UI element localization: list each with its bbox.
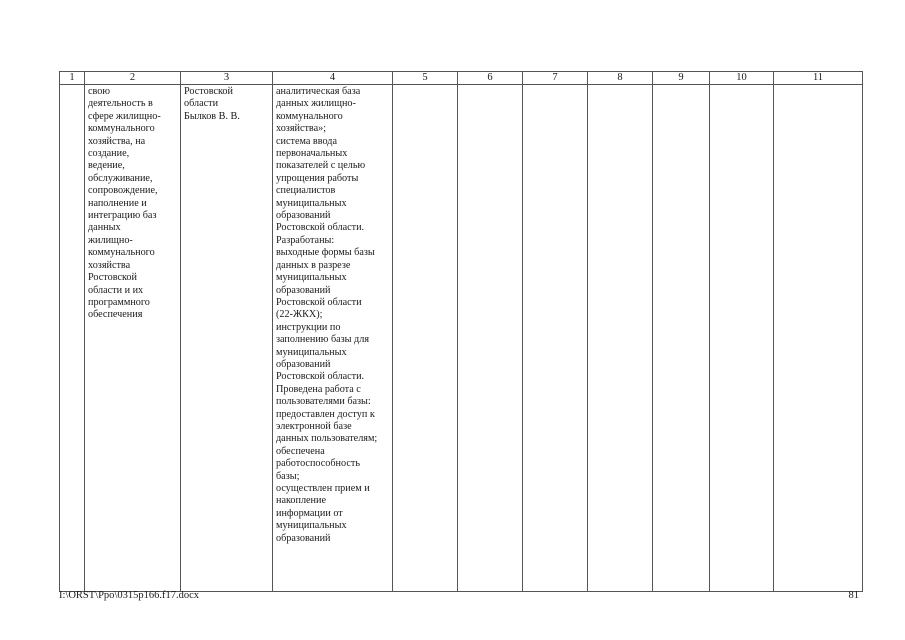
table-cell-col2	[85, 85, 181, 592]
table-cell-col8	[588, 85, 653, 592]
table-cell-col7	[523, 85, 588, 592]
cell-text	[523, 85, 587, 86]
table-cell-col5	[393, 85, 458, 592]
cell-text	[393, 85, 457, 86]
data-table	[59, 71, 863, 592]
header-row	[60, 72, 863, 85]
column-header-11: 11	[774, 72, 863, 85]
cell-text	[774, 85, 862, 86]
column-header-10: 10	[710, 72, 774, 85]
cell-text	[653, 85, 709, 86]
column-header-9: 9	[653, 72, 710, 85]
cell-text: свою деятельность в сфере жилищно- коммунального хозяйства, на создание, ведение, обслуживание, сопровождение, наполнение и интеграцию баз данных жилищно- коммунального хозяйства Ростовской области и их программного обеспечения	[88, 86, 161, 321]
column-header-3: 3	[181, 72, 273, 85]
column-header-5: 5	[393, 72, 458, 85]
cell-text	[60, 85, 84, 86]
footer-file-path: I:\ORST\Ppo\0315p166.f17.docx	[59, 590, 200, 601]
cell-text	[588, 85, 652, 86]
table-cell-col4	[273, 85, 393, 592]
column-header-6: 6	[458, 72, 523, 85]
cell-text	[458, 85, 522, 86]
column-header-2: 2	[85, 72, 181, 85]
column-header-4: 4	[273, 72, 393, 85]
footer-page-number: 81	[848, 590, 859, 601]
column-header-7: 7	[523, 72, 588, 85]
column-header-1: 1	[60, 72, 85, 85]
cell-text: Ростовской области Былков В. В.	[184, 86, 240, 122]
table-cell-col11	[774, 85, 863, 592]
cell-text	[710, 85, 773, 86]
table-cell-col6	[458, 85, 523, 592]
column-header-8: 8	[588, 72, 653, 85]
cell-text: аналитическая база данных жилищно- коммунального хозяйства»; система ввода первоначальных показателей с целью упрощения работы специалистов муниципальных образований Ростовской области. Разработаны: выходные формы базы данных в разрезе муниципальных образований Ростовской области (22-ЖКХ); инструкции по заполнению базы для муниципальных образований Ростовской области. Проведена работа с пользователями базы: предоставлен доступ к электронной базе данных пользователям; обеспечена работоспособность базы; осуществлен прием и накопление информации от муниципальных образований	[276, 86, 378, 544]
table-row	[60, 85, 863, 592]
table-cell-col10	[710, 85, 774, 592]
table-cell-col3	[181, 85, 273, 592]
table-cell-col1	[60, 85, 85, 592]
table-cell-col9	[653, 85, 710, 592]
